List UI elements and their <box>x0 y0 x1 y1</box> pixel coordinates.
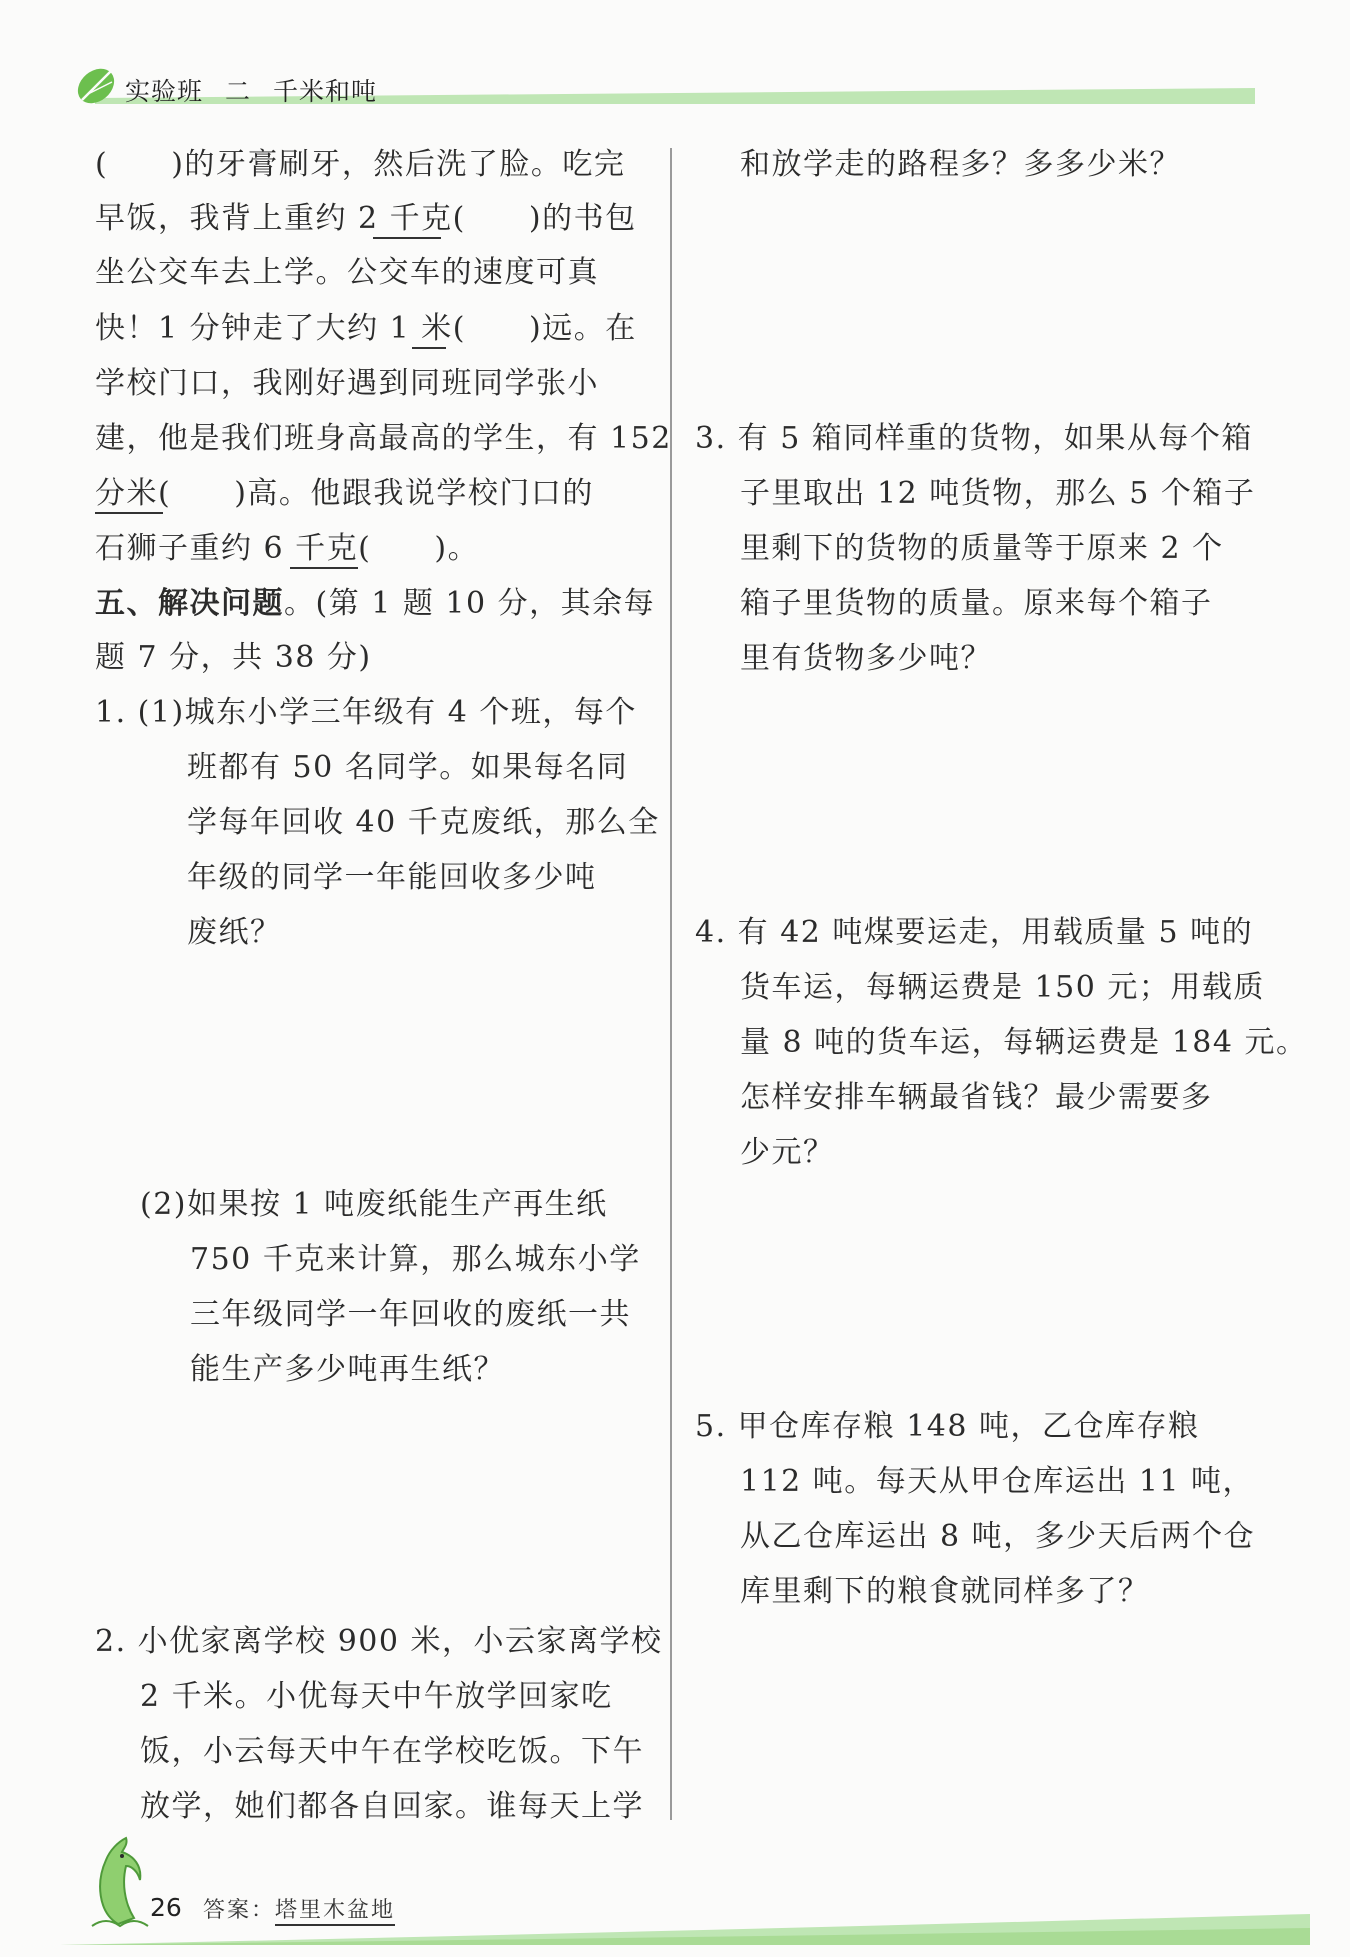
column-divider <box>670 148 672 1820</box>
question-4-line: 怎样安排车辆最省钱？最少需要多 <box>740 1080 1213 1115</box>
question-1-2-line: 能生产多少吨再生纸？ <box>190 1352 505 1387</box>
unit-underline <box>373 237 441 239</box>
question-5-line: 5. 甲仓库存粮 148 吨，乙仓库存粮 <box>695 1409 1200 1444</box>
story-line: 建，他是我们班身高最高的学生，有 152 <box>95 421 672 456</box>
story-line: 学校门口，我刚好遇到同班同学张小 <box>95 366 599 401</box>
story-line: 早饭，我背上重约 2 千克( )的书包 <box>95 201 637 236</box>
question-4-line: 4. 有 42 吨煤要运走，用载质量 5 吨的 <box>695 915 1254 950</box>
question-4-line: 少元？ <box>740 1135 835 1170</box>
unit-underline <box>412 347 446 349</box>
question-1-2-line: 750 千克来计算，那么城东小学 <box>190 1242 641 1277</box>
question-3-line: 3. 有 5 箱同样重的货物，如果从每个箱 <box>695 421 1253 456</box>
question-1-line: 1. (1)城东小学三年级有 4 个班，每个 <box>95 695 637 730</box>
question-1-2-line: (2)如果按 1 吨废纸能生产再生纸 <box>140 1187 608 1222</box>
leaf-logo-icon <box>74 60 124 106</box>
section-heading <box>95 584 655 624</box>
page-number: 26 <box>150 1893 182 1922</box>
series-name: 实验班 <box>125 77 204 106</box>
question-2-line: 饭，小云每天中午在学校吃饭。下午 <box>140 1734 644 1769</box>
section-title: 五、解决问题 <box>95 586 284 621</box>
question-2-continued: 和放学走的路程多？多多少米？ <box>740 147 1181 182</box>
question-4-line: 量 8 吨的货车运，每辆运费是 184 元。 <box>740 1025 1308 1060</box>
question-3-line: 箱子里货物的质量。原来每个箱子 <box>740 586 1213 621</box>
unit-underline <box>290 567 358 569</box>
story-line: 快！1 分钟走了大约 1 米( )远。在 <box>95 311 637 346</box>
question-3-line: 里剩下的货物的质量等于原来 2 个 <box>740 531 1224 566</box>
question-1-line: 班都有 50 名同学。如果每名同 <box>187 750 629 785</box>
answer-note <box>203 1893 395 1924</box>
question-3-line: 里有货物多少吨？ <box>740 641 992 676</box>
question-4-line: 货车运，每辆运费是 150 元；用载质 <box>740 970 1265 1005</box>
answer-text: 塔里木盆地 <box>275 1898 395 1926</box>
unit-underline <box>95 512 163 514</box>
question-2-line: 2 千米。小优每天中午放学回家吃 <box>140 1679 613 1714</box>
question-5-line: 库里剩下的粮食就同样多了？ <box>740 1574 1150 1609</box>
section-note-cont: 题 7 分，共 38 分) <box>95 640 372 675</box>
answer-label: 答案： <box>203 1898 276 1923</box>
question-1-2-line: 三年级同学一年回收的废纸一共 <box>190 1297 631 1332</box>
story-line: 坐公交车去上学。公交车的速度可真 <box>95 255 599 290</box>
unit-title: 千米和吨 <box>273 77 378 106</box>
question-1-line: 学每年回收 40 千克废纸，那么全 <box>187 805 660 840</box>
question-3-line: 子里取出 12 吨货物，那么 5 个箱子 <box>740 476 1256 511</box>
question-2-line: 放学，她们都各自回家。谁每天上学 <box>140 1789 644 1824</box>
question-2-line: 2. 小优家离学校 900 米，小云家离学校 <box>95 1624 663 1659</box>
dolphin-icon <box>88 1832 150 1930</box>
question-5-line: 112 吨。每天从甲仓库运出 11 吨， <box>740 1464 1255 1499</box>
section-note: 。(第 1 题 10 分，其余每 <box>284 586 656 621</box>
unit-number: 二 <box>225 77 252 106</box>
question-5-line: 从乙仓库运出 8 吨，多少天后两个仓 <box>740 1519 1256 1554</box>
story-line: 分米( )高。他跟我说学校门口的 <box>95 476 594 511</box>
question-1-line: 年级的同学一年能回收多少吨 <box>187 860 597 895</box>
story-line: ( )的牙膏刷牙，然后洗了脸。吃完 <box>95 147 626 182</box>
question-1-line: 废纸？ <box>187 915 282 950</box>
story-line: 石狮子重约 6 千克( )。 <box>95 531 480 566</box>
header-title <box>125 72 377 108</box>
